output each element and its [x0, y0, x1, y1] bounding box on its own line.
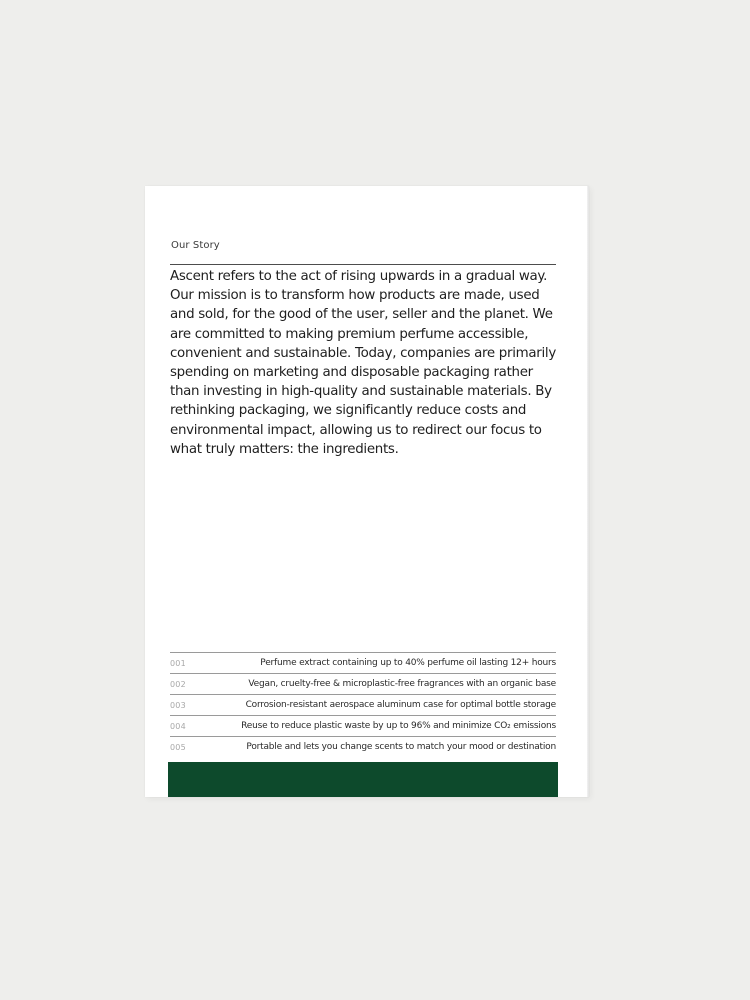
feature-row [170, 715, 556, 736]
story-card [145, 186, 589, 797]
feature-text: Portable and lets you change scents to match your mood or destination [246, 742, 556, 752]
feature-row [170, 652, 556, 673]
feature-number: 005 [170, 742, 186, 752]
feature-row [170, 694, 556, 715]
feature-number: 001 [170, 658, 186, 668]
card-edge [587, 186, 589, 797]
feature-text: Perfume extract containing up to 40% perfume oil lasting 12+ hours [260, 658, 556, 668]
story-paragraph: Ascent refers to the act of rising upwards in a gradual way. Our mission is to transform how products are made, used and sold, for the good of the user, seller and the planet. We are committed to making premium perfume accessible, convenient and sustainable. Today, companies are primarily spending on marketing and disposable packaging rather than investing in high-quality and sustainable materials. By rethinking packaging, we significantly reduce costs and environmental impact, allowing us to redirect our focus to what truly matters: the ingredients. [170, 269, 556, 457]
feature-number: 003 [170, 700, 186, 710]
feature-text: Corrosion-resistant aerospace aluminum case for optimal bottle storage [245, 700, 556, 710]
feature-number: 002 [170, 679, 186, 689]
feature-list [170, 652, 556, 757]
feature-row [170, 673, 556, 694]
green-band [168, 762, 558, 797]
feature-text: Vegan, cruelty-free & microplastic-free fragrances with an organic base [248, 679, 556, 689]
feature-text: Reuse to reduce plastic waste by up to 96% and minimize CO₂ emissions [241, 721, 556, 731]
feature-row [170, 736, 556, 757]
heading-divider [170, 264, 556, 265]
story-heading: Our Story [171, 240, 220, 251]
feature-number: 004 [170, 721, 186, 731]
